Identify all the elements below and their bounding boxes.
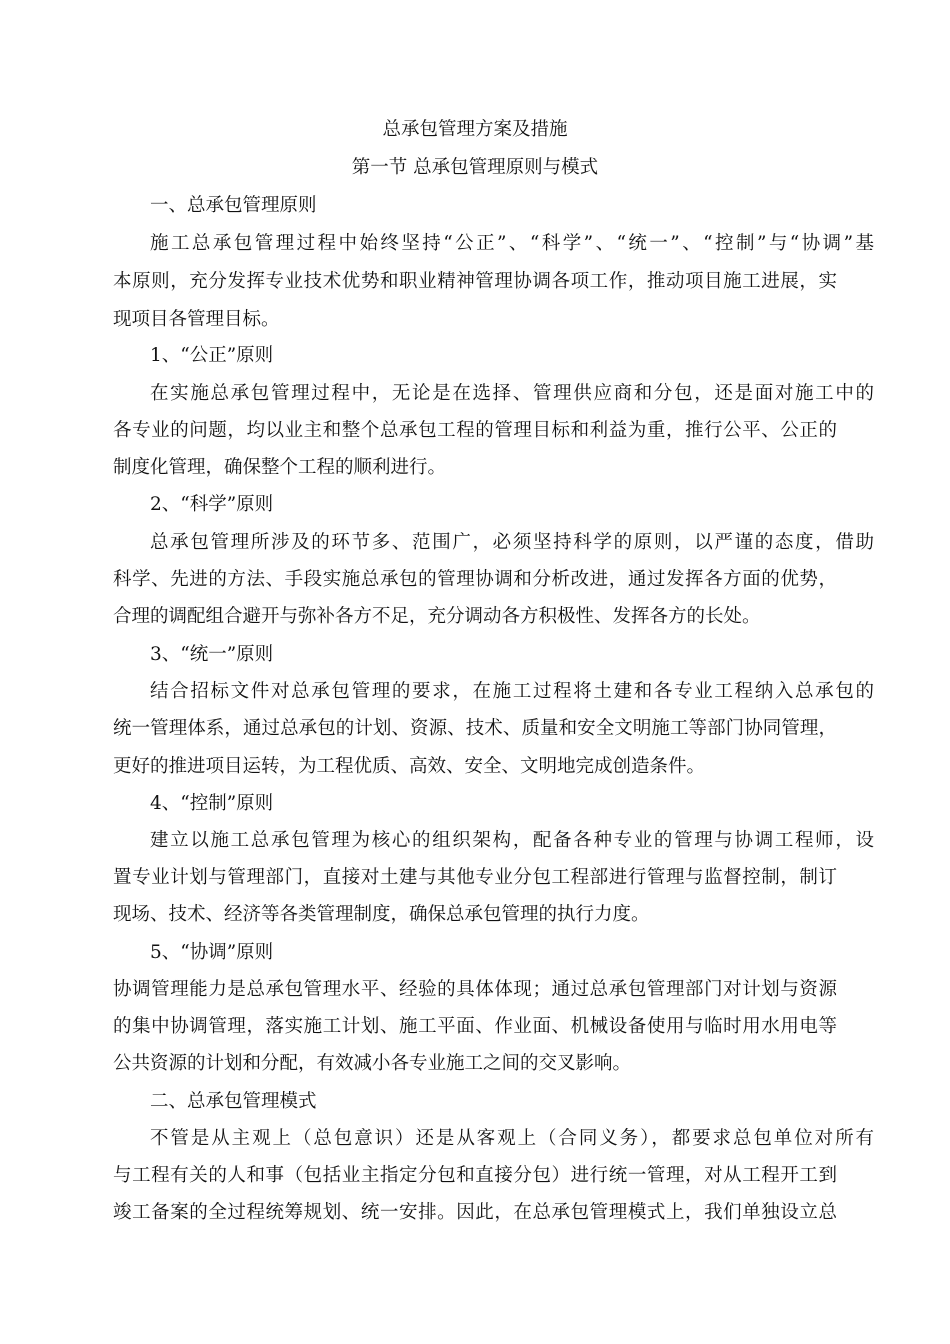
paragraph-line: 与工程有关的人和事（包括业主指定分包和直接分包）进行统一管理，对从工程开工到 — [113, 1165, 837, 1186]
paragraph-line: 科学、先进的方法、手段实施总承包的管理协调和分析改进，通过发挥各方面的优势， — [113, 569, 837, 590]
paragraph-line: 更好的推进项目运转，为工程优质、高效、安全、文明地完成创造条件。 — [113, 756, 706, 777]
paragraph-line: 协调管理能力是总承包管理水平、经验的具体体现；通过总承包管理部门对计划与资源 — [113, 979, 837, 1000]
paragraph-line: 施工总承包管理过程中始终坚持“公正”、“科学”、“统一”、“控制”与“协调”基 — [150, 233, 874, 254]
heading-mode: 二、总承包管理模式 — [150, 1091, 317, 1112]
paragraph-line: 本原则，充分发挥专业技术优势和职业精神管理协调各项工作，推动项目施工进展，实 — [113, 271, 837, 292]
subheading-fairness: 1、“公正”原则 — [150, 345, 274, 366]
heading-principles: 一、总承包管理原则 — [150, 195, 317, 216]
paragraph-line: 置专业计划与管理部门，直接对土建与其他专业分包工程部进行管理与监督控制，制订 — [113, 867, 837, 888]
subheading-control: 4、“控制”原则 — [150, 793, 274, 814]
paragraph-line: 在实施总承包管理过程中，无论是在选择、管理供应商和分包，还是面对施工中的 — [150, 383, 874, 404]
paragraph-line: 的集中协调管理，落实施工计划、施工平面、作业面、机械设备使用与临时用水用电等 — [113, 1016, 837, 1037]
subheading-science: 2、“科学”原则 — [150, 494, 274, 515]
paragraph-line: 现场、技术、经济等各类管理制度，确保总承包管理的执行力度。 — [113, 904, 650, 925]
section-title: 第一节 总承包管理原则与模式 — [351, 157, 599, 178]
subheading-unity: 3、“统一”原则 — [150, 644, 274, 665]
paragraph-line: 不管是从主观上（总包意识）还是从客观上（合同义务），都要求总包单位对所有 — [150, 1128, 874, 1149]
subheading-coordination: 5、“协调”原则 — [150, 942, 274, 963]
document-title: 总承包管理方案及措施 — [382, 119, 568, 140]
paragraph-line: 公共资源的计划和分配，有效减小各专业施工之间的交叉影响。 — [113, 1053, 632, 1074]
paragraph-line: 制度化管理，确保整个工程的顺利进行。 — [113, 457, 447, 478]
paragraph-line: 各专业的问题，均以业主和整个总承包工程的管理目标和利益为重，推行公平、公正的 — [113, 420, 837, 441]
paragraph-line: 竣工备案的全过程统筹规划、统一安排。因此，在总承包管理模式上，我们单独设立总 — [113, 1202, 837, 1223]
paragraph-line: 总承包管理所涉及的环节多、范围广，必须坚持科学的原则，以严谨的态度，借助 — [150, 532, 874, 553]
paragraph-line: 统一管理体系，通过总承包的计划、资源、技术、质量和安全文明施工等部门协同管理， — [113, 718, 837, 739]
paragraph-line: 现项目各管理目标。 — [113, 309, 280, 330]
paragraph-line: 建立以施工总承包管理为核心的组织架构，配备各种专业的管理与协调工程师，设 — [150, 830, 874, 851]
paragraph-line: 结合招标文件对总承包管理的要求，在施工过程将土建和各专业工程纳入总承包的 — [150, 681, 874, 702]
paragraph-line: 合理的调配组合避开与弥补各方不足，充分调动各方积极性、发挥各方的长处。 — [113, 606, 761, 627]
